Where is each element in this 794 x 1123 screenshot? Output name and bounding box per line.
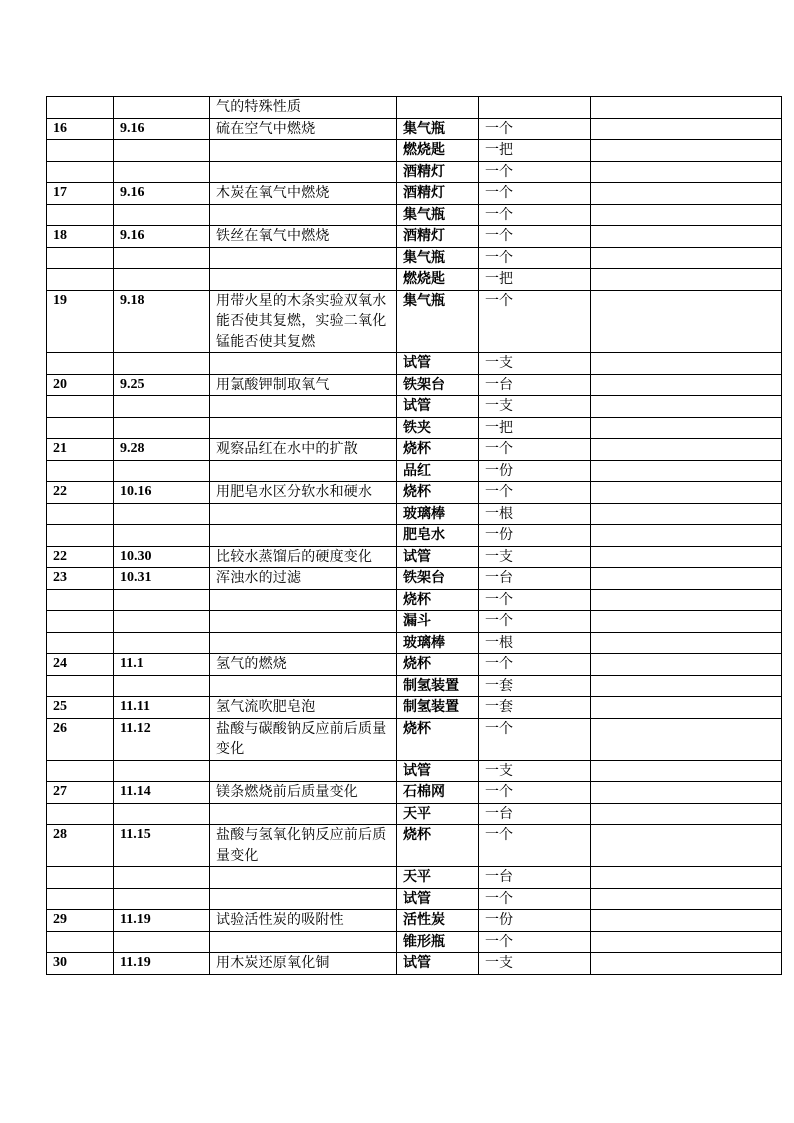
experiment-name-cell: 试验活性炭的吸附性 [210,910,397,932]
experiment-name-cell [210,269,397,291]
date-cell [114,867,210,889]
experiment-name-cell: 铁丝在氧气中燃烧 [210,226,397,248]
note-cell [591,269,782,291]
note-cell [591,353,782,375]
experiment-name-cell [210,247,397,269]
row-number-cell [47,396,114,418]
equipment-cell: 烧杯 [397,439,479,461]
date-cell [114,396,210,418]
quantity-cell: 一个 [479,611,591,633]
experiment-name-cell [210,931,397,953]
table-row [47,97,782,119]
date-cell [114,417,210,439]
experiment-name-cell: 氢气的燃烧 [210,654,397,676]
date-cell [114,353,210,375]
note-cell [591,396,782,418]
equipment-cell: 肥皂水 [397,525,479,547]
note-cell [591,611,782,633]
equipment-cell: 天平 [397,867,479,889]
experiment-name-cell [210,632,397,654]
quantity-cell: 一个 [479,183,591,205]
equipment-cell: 试管 [397,396,479,418]
quantity-cell: 一个 [479,654,591,676]
equipment-cell: 烧杯 [397,482,479,504]
equipment-cell: 集气瓶 [397,290,479,353]
equipment-cell: 铁架台 [397,374,479,396]
quantity-cell: 一台 [479,374,591,396]
note-cell [591,503,782,525]
experiment-name-cell: 盐酸与碳酸钠反应前后质量变化 [210,718,397,760]
date-cell: 11.11 [114,697,210,719]
date-cell: 11.19 [114,953,210,975]
table-row [47,568,782,590]
row-number-cell [47,97,114,119]
equipment-cell: 集气瓶 [397,118,479,140]
quantity-cell: 一套 [479,675,591,697]
row-number-cell [47,503,114,525]
note-cell [591,632,782,654]
table-row [47,953,782,975]
table-row [47,204,782,226]
note-cell [591,654,782,676]
table-row [47,931,782,953]
row-number-cell: 29 [47,910,114,932]
table-row [47,718,782,760]
date-cell: 10.30 [114,546,210,568]
equipment-cell: 酒精灯 [397,161,479,183]
note-cell [591,118,782,140]
date-cell: 9.28 [114,439,210,461]
experiment-name-cell: 盐酸与氢氧化钠反应前后质量变化 [210,825,397,867]
note-cell [591,782,782,804]
row-number-cell: 23 [47,568,114,590]
experiment-equipment-table [46,96,782,975]
quantity-cell: 一台 [479,568,591,590]
note-cell [591,247,782,269]
note-cell [591,953,782,975]
note-cell [591,97,782,119]
quantity-cell: 一个 [479,931,591,953]
table-row [47,654,782,676]
row-number-cell [47,760,114,782]
row-number-cell: 24 [47,654,114,676]
table-row [47,417,782,439]
experiment-name-cell: 用木炭还原氧化铜 [210,953,397,975]
quantity-cell: 一支 [479,353,591,375]
date-cell: 9.25 [114,374,210,396]
experiment-name-cell [210,503,397,525]
table-row [47,290,782,353]
experiment-name-cell [210,161,397,183]
quantity-cell: 一个 [479,482,591,504]
note-cell [591,161,782,183]
note-cell [591,417,782,439]
equipment-cell: 铁夹 [397,417,479,439]
equipment-cell: 烧杯 [397,825,479,867]
equipment-cell: 活性炭 [397,910,479,932]
experiment-name-cell: 用肥皂水区分软水和硬水 [210,482,397,504]
table-row [47,396,782,418]
table-row [47,867,782,889]
quantity-cell: 一个 [479,782,591,804]
table-row [47,760,782,782]
table-row [47,546,782,568]
equipment-cell: 试管 [397,546,479,568]
note-cell [591,525,782,547]
row-number-cell: 22 [47,482,114,504]
date-cell: 9.18 [114,290,210,353]
date-cell [114,269,210,291]
date-cell [114,140,210,162]
row-number-cell: 20 [47,374,114,396]
note-cell [591,888,782,910]
date-cell: 9.16 [114,226,210,248]
row-number-cell [47,803,114,825]
table-row [47,269,782,291]
date-cell [114,525,210,547]
equipment-cell: 烧杯 [397,718,479,760]
experiment-name-cell: 硫在空气中燃烧 [210,118,397,140]
quantity-cell: 一台 [479,867,591,889]
row-number-cell [47,632,114,654]
row-number-cell [47,675,114,697]
row-number-cell: 27 [47,782,114,804]
experiment-name-cell [210,611,397,633]
row-number-cell: 26 [47,718,114,760]
quantity-cell [479,97,591,119]
experiment-name-cell [210,803,397,825]
note-cell [591,931,782,953]
date-cell [114,803,210,825]
row-number-cell [47,589,114,611]
table-row [47,611,782,633]
date-cell [114,675,210,697]
quantity-cell: 一支 [479,546,591,568]
note-cell [591,204,782,226]
note-cell [591,675,782,697]
quantity-cell: 一个 [479,589,591,611]
quantity-cell: 一把 [479,417,591,439]
equipment-cell: 酒精灯 [397,226,479,248]
row-number-cell [47,269,114,291]
equipment-cell: 集气瓶 [397,204,479,226]
date-cell: 11.15 [114,825,210,867]
equipment-cell: 铁架台 [397,568,479,590]
equipment-cell: 天平 [397,803,479,825]
quantity-cell: 一份 [479,460,591,482]
equipment-cell: 制氢装置 [397,697,479,719]
table-row [47,503,782,525]
note-cell [591,290,782,353]
note-cell [591,825,782,867]
table-row [47,460,782,482]
table-row [47,226,782,248]
date-cell: 9.16 [114,183,210,205]
date-cell [114,888,210,910]
row-number-cell [47,417,114,439]
quantity-cell: 一根 [479,503,591,525]
experiment-name-cell [210,140,397,162]
note-cell [591,140,782,162]
quantity-cell: 一台 [479,803,591,825]
equipment-cell: 玻璃棒 [397,632,479,654]
experiment-name-cell [210,460,397,482]
note-cell [591,697,782,719]
quantity-cell: 一个 [479,118,591,140]
row-number-cell [47,140,114,162]
row-number-cell [47,204,114,226]
date-cell [114,760,210,782]
experiment-name-cell [210,675,397,697]
date-cell [114,97,210,119]
date-cell [114,247,210,269]
table-row [47,161,782,183]
date-cell: 11.12 [114,718,210,760]
row-number-cell: 28 [47,825,114,867]
experiment-name-cell [210,417,397,439]
equipment-cell: 试管 [397,953,479,975]
date-cell [114,204,210,226]
date-cell [114,589,210,611]
row-number-cell [47,353,114,375]
note-cell [591,226,782,248]
experiment-name-cell [210,525,397,547]
date-cell: 10.31 [114,568,210,590]
note-cell [591,568,782,590]
quantity-cell: 一个 [479,226,591,248]
row-number-cell [47,931,114,953]
date-cell [114,161,210,183]
quantity-cell: 一根 [479,632,591,654]
note-cell [591,374,782,396]
experiment-name-cell: 观察品红在水中的扩散 [210,439,397,461]
row-number-cell: 18 [47,226,114,248]
table-row [47,183,782,205]
experiment-name-cell [210,589,397,611]
table-row [47,439,782,461]
note-cell [591,803,782,825]
row-number-cell [47,161,114,183]
quantity-cell: 一支 [479,953,591,975]
experiment-name-cell: 气的特殊性质 [210,97,397,119]
experiment-name-cell [210,353,397,375]
experiment-name-cell: 氢气流吹肥皂泡 [210,697,397,719]
equipment-cell: 试管 [397,888,479,910]
quantity-cell: 一个 [479,247,591,269]
experiment-name-cell [210,760,397,782]
experiment-name-cell [210,204,397,226]
experiment-name-cell [210,396,397,418]
date-cell [114,931,210,953]
equipment-cell: 品红 [397,460,479,482]
quantity-cell: 一把 [479,140,591,162]
row-number-cell [47,460,114,482]
table-row [47,675,782,697]
equipment-cell: 集气瓶 [397,247,479,269]
equipment-cell: 试管 [397,760,479,782]
date-cell [114,611,210,633]
note-cell [591,546,782,568]
note-cell [591,183,782,205]
note-cell [591,867,782,889]
equipment-cell: 漏斗 [397,611,479,633]
note-cell [591,589,782,611]
equipment-cell: 燃烧匙 [397,269,479,291]
table-row [47,632,782,654]
row-number-cell: 21 [47,439,114,461]
row-number-cell [47,247,114,269]
table-row [47,697,782,719]
quantity-cell: 一个 [479,204,591,226]
equipment-cell: 燃烧匙 [397,140,479,162]
row-number-cell: 19 [47,290,114,353]
table-row [47,118,782,140]
quantity-cell: 一把 [479,269,591,291]
note-cell [591,439,782,461]
table-body [47,97,782,975]
table-row [47,140,782,162]
date-cell: 9.16 [114,118,210,140]
quantity-cell: 一份 [479,525,591,547]
quantity-cell: 一个 [479,439,591,461]
quantity-cell: 一个 [479,718,591,760]
equipment-cell: 酒精灯 [397,183,479,205]
experiment-name-cell [210,888,397,910]
quantity-cell: 一个 [479,161,591,183]
equipment-cell: 试管 [397,353,479,375]
row-number-cell: 16 [47,118,114,140]
date-cell [114,460,210,482]
experiment-name-cell: 用氯酸钾制取氧气 [210,374,397,396]
table-row [47,803,782,825]
table-row [47,910,782,932]
equipment-cell: 锥形瓶 [397,931,479,953]
row-number-cell [47,525,114,547]
equipment-cell: 玻璃棒 [397,503,479,525]
date-cell: 11.1 [114,654,210,676]
note-cell [591,482,782,504]
equipment-cell [397,97,479,119]
row-number-cell: 25 [47,697,114,719]
experiment-name-cell: 比较水蒸馏后的硬度变化 [210,546,397,568]
table-row [47,247,782,269]
row-number-cell: 17 [47,183,114,205]
table-row [47,374,782,396]
table-row [47,825,782,867]
table-row [47,888,782,910]
experiment-name-cell: 浑浊水的过滤 [210,568,397,590]
quantity-cell: 一份 [479,910,591,932]
row-number-cell: 22 [47,546,114,568]
table-row [47,589,782,611]
quantity-cell: 一个 [479,290,591,353]
date-cell: 11.14 [114,782,210,804]
equipment-cell: 烧杯 [397,654,479,676]
note-cell [591,460,782,482]
equipment-cell: 烧杯 [397,589,479,611]
date-cell [114,503,210,525]
equipment-cell: 制氢装置 [397,675,479,697]
experiment-name-cell: 镁条燃烧前后质量变化 [210,782,397,804]
table-row [47,482,782,504]
note-cell [591,910,782,932]
quantity-cell: 一个 [479,825,591,867]
quantity-cell: 一支 [479,396,591,418]
table-row [47,782,782,804]
table-row [47,353,782,375]
row-number-cell [47,888,114,910]
quantity-cell: 一个 [479,888,591,910]
experiment-name-cell: 用带火星的木条实验双氧水能否使其复燃，实验二氧化锰能否使其复燃 [210,290,397,353]
row-number-cell [47,867,114,889]
equipment-cell: 石棉网 [397,782,479,804]
date-cell: 11.19 [114,910,210,932]
row-number-cell: 30 [47,953,114,975]
quantity-cell: 一支 [479,760,591,782]
date-cell [114,632,210,654]
note-cell [591,760,782,782]
date-cell: 10.16 [114,482,210,504]
experiment-name-cell [210,867,397,889]
note-cell [591,718,782,760]
table-row [47,525,782,547]
experiment-name-cell: 木炭在氧气中燃烧 [210,183,397,205]
quantity-cell: 一套 [479,697,591,719]
row-number-cell [47,611,114,633]
